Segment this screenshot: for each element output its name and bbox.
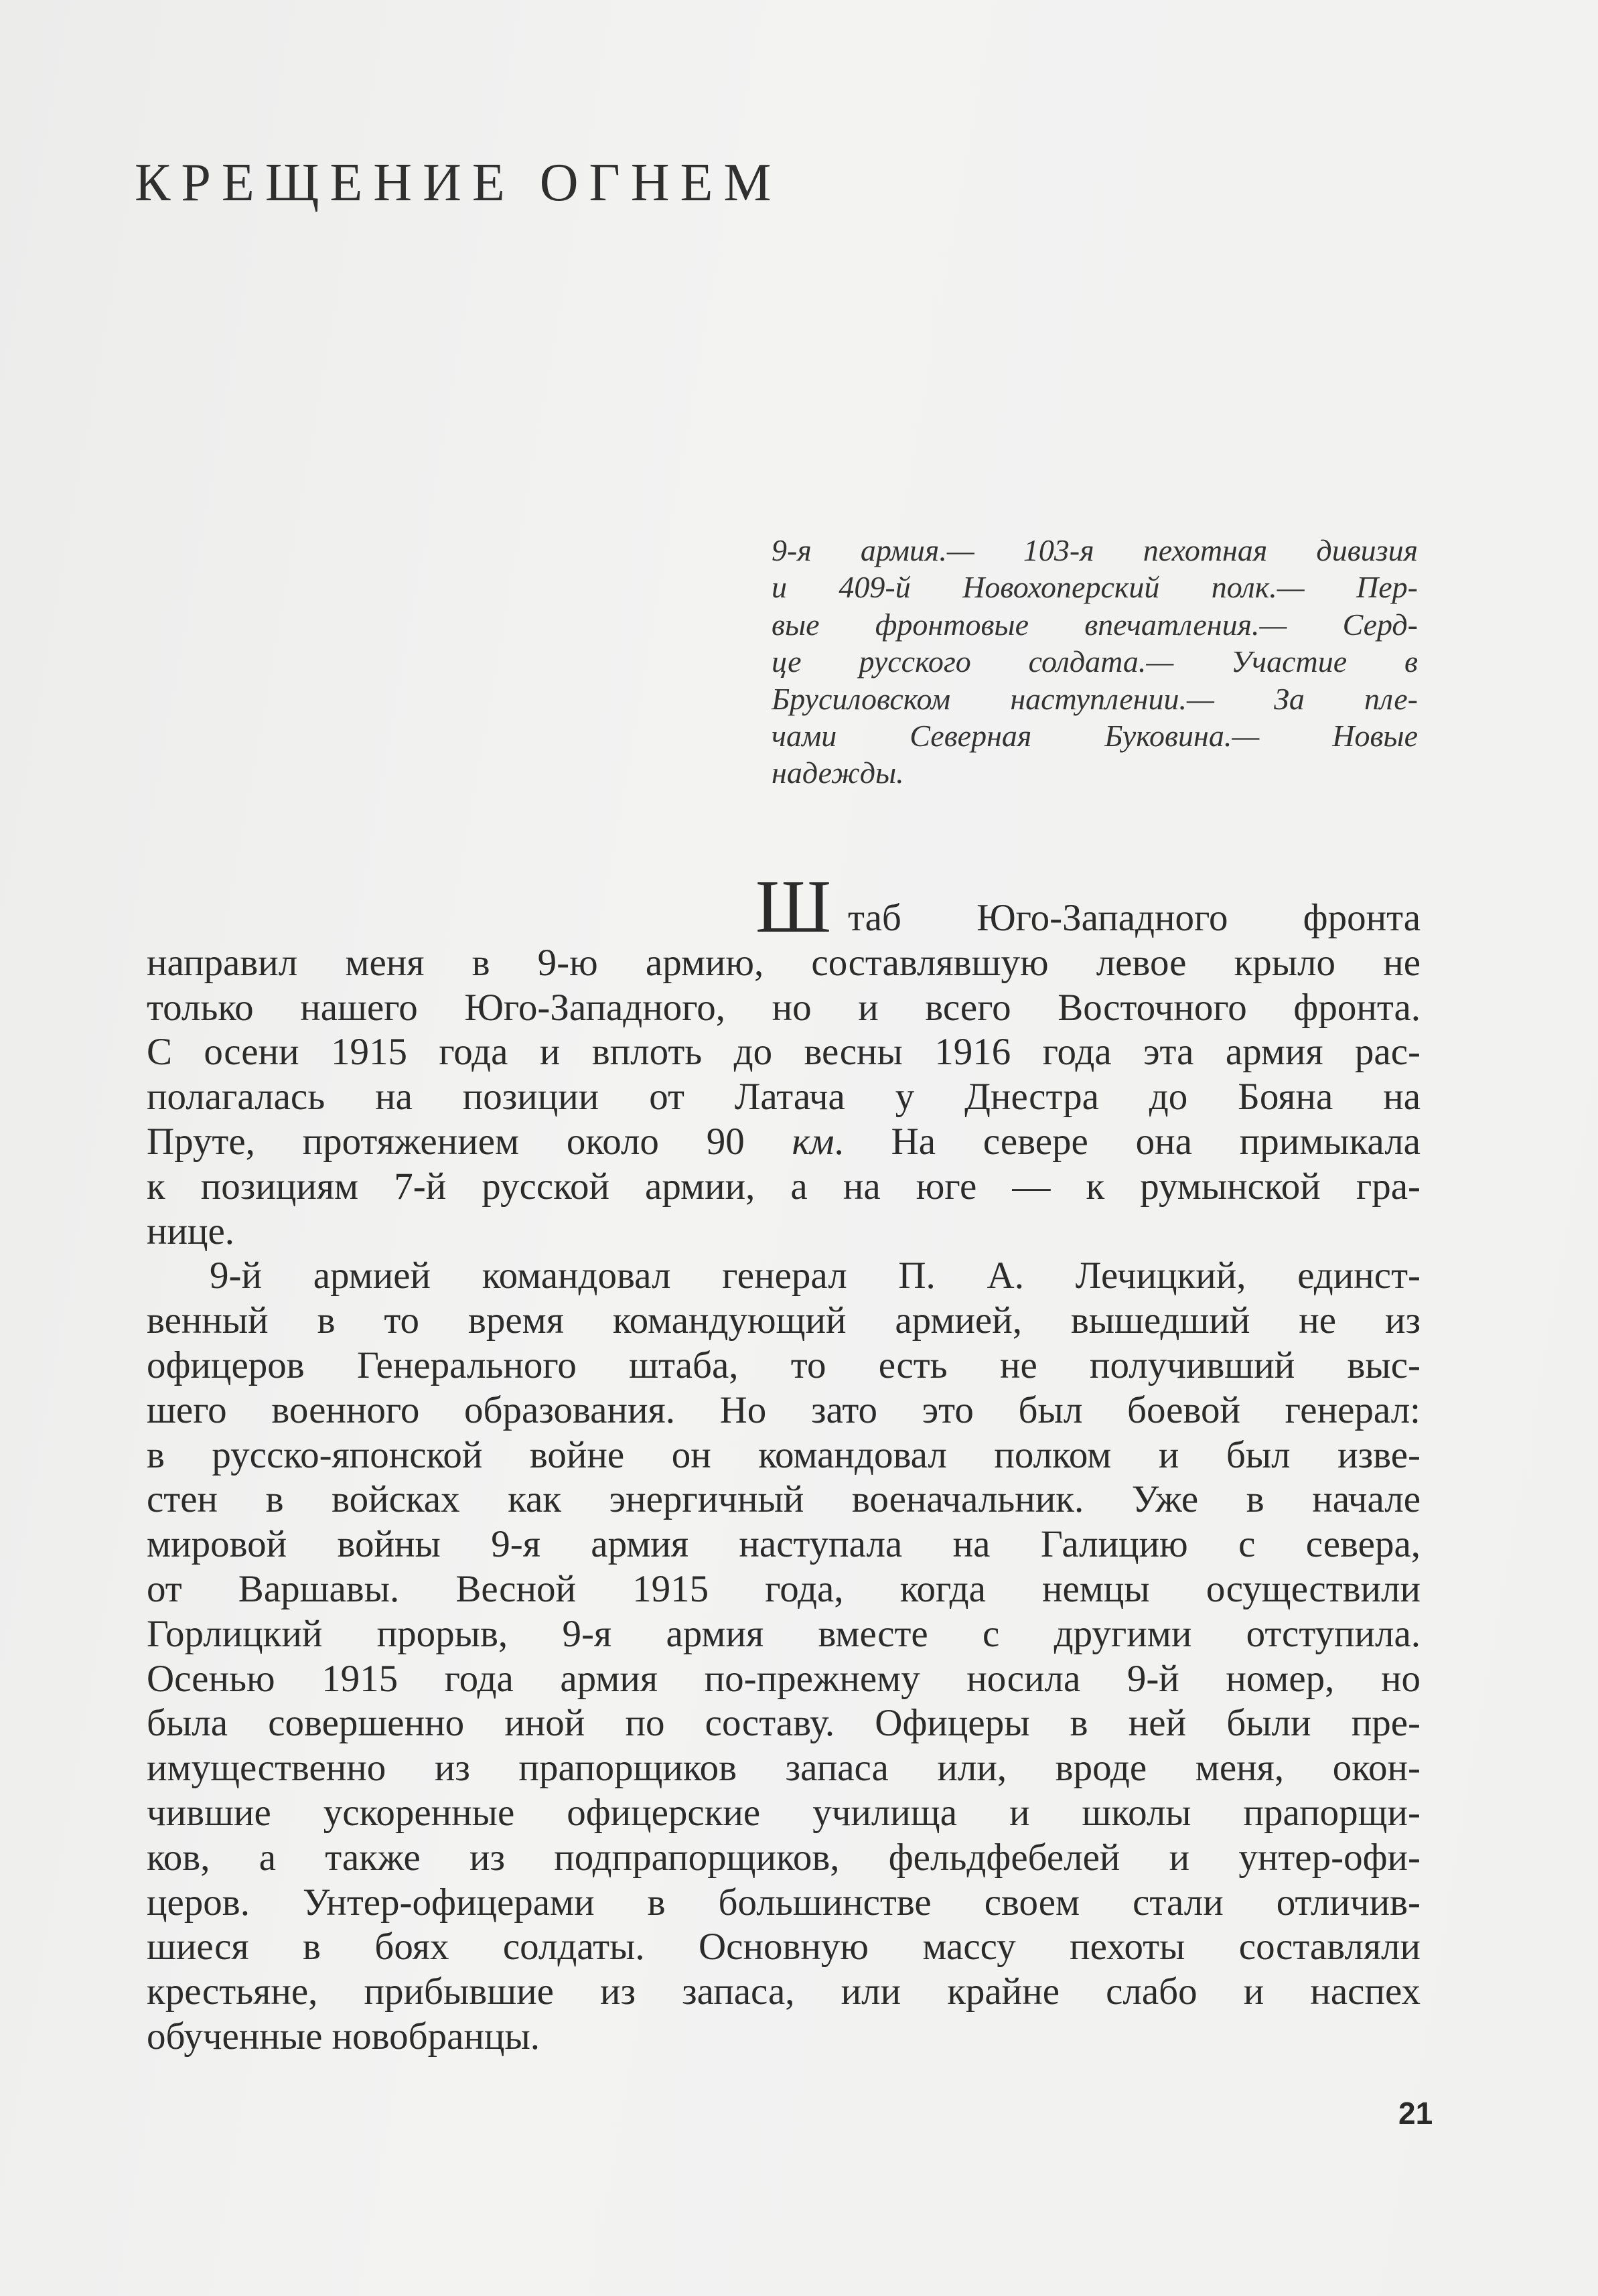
- body-line: чившие ускоренные офицерские училища и школы прапорщи-: [147, 1791, 1421, 1834]
- body-line: имущественно из прапорщиков запаса или, вроде меня, окон-: [147, 1747, 1421, 1790]
- summary-line: вые фронтовые впечатления.— Серд-: [772, 607, 1418, 642]
- body-line: обученные новобранцы.: [147, 2015, 540, 2058]
- body-line: церов. Унтер-офицерами в большинстве своем стали отличив-: [147, 1881, 1421, 1924]
- summary-line: надежды.: [772, 756, 904, 790]
- body-line: от Варшавы. Весной 1915 года, когда немцы осуществили: [147, 1567, 1421, 1610]
- body-line: крестьяне, прибывшие из запаса, или крайне слабо и наспех: [147, 1970, 1421, 2013]
- body-line: [147, 1120, 1421, 1165]
- body-line: Осенью 1915 года армия по-прежнему носила 9-й номер, но: [147, 1657, 1421, 1700]
- body-line: полагалась на позиции от Латача у Днестра до Бояна на: [147, 1076, 1421, 1119]
- body-line: шиеся в боях солдаты. Основную массу пехоты составляли: [147, 1926, 1421, 1968]
- summary-line: чами Северная Буковина.— Новые: [772, 718, 1418, 753]
- body-line: шего военного образования. Но зато это был боевой генерал:: [147, 1388, 1421, 1431]
- body-line: венный в то время командующий армией, вышедший не из: [147, 1299, 1421, 1342]
- body-line: офицеров Генерального штаба, то есть не получивший выс-: [147, 1344, 1421, 1386]
- drop-cap: Ш: [755, 865, 831, 948]
- summary-line: и 409-й Новохоперский полк.— Пер-: [772, 570, 1418, 605]
- body-line: [147, 865, 1421, 948]
- italic-unit: км: [792, 1120, 834, 1163]
- chapter-title: КРЕЩЕНИЕ ОГНЕМ: [135, 153, 782, 212]
- summary-line: 9-я армия.— 103-я пехотная дивизия: [772, 533, 1418, 567]
- body-line: только нашего Юго-Западного, но и всего Восточного фронта.: [147, 986, 1421, 1029]
- body-line: Горлицкий прорыв, 9-я армия вместе с другими отступила.: [147, 1612, 1421, 1655]
- body-line: направил меня в 9-ю армию, составлявшую левое крыло не: [147, 941, 1421, 984]
- body-line: нице.: [147, 1210, 235, 1252]
- line-segment: . На севере она примыкала: [834, 1120, 1421, 1163]
- line-segment: Пруте, протяжением около 90: [147, 1120, 792, 1163]
- body-line: стен в войсках как энергичный военачальник. Уже в начале: [147, 1478, 1421, 1521]
- body-line: мировой войны 9-я армия наступала на Галицию с севера,: [147, 1523, 1421, 1566]
- first-line-text: таб Юго-Западного фронта: [848, 897, 1421, 939]
- body-line: 9-й армией командовал генерал П. А. Лечицкий, единст-: [210, 1254, 1421, 1297]
- body-line: была совершенно иной по составу. Офицеры в ней были пре-: [147, 1702, 1421, 1745]
- body-line: к позициям 7-й русской армии, а на юге — к румынской гра-: [147, 1165, 1421, 1208]
- body-line: С осени 1915 года и вплоть до весны 1916 года эта армия рас-: [147, 1031, 1421, 1074]
- body-line: ков, а также из подпрапорщиков, фельдфебелей и унтер-офи-: [147, 1836, 1421, 1879]
- body-line: в русско-японской войне он командовал полком и был изве-: [147, 1433, 1421, 1476]
- page-number: 21: [1398, 2096, 1433, 2131]
- summary-line: Брусиловском наступлении.— За пле-: [772, 681, 1418, 716]
- summary-line: це русского солдата.— Участие в: [772, 644, 1418, 679]
- chapter-summary: [772, 532, 1418, 792]
- body-text: [147, 865, 1421, 2060]
